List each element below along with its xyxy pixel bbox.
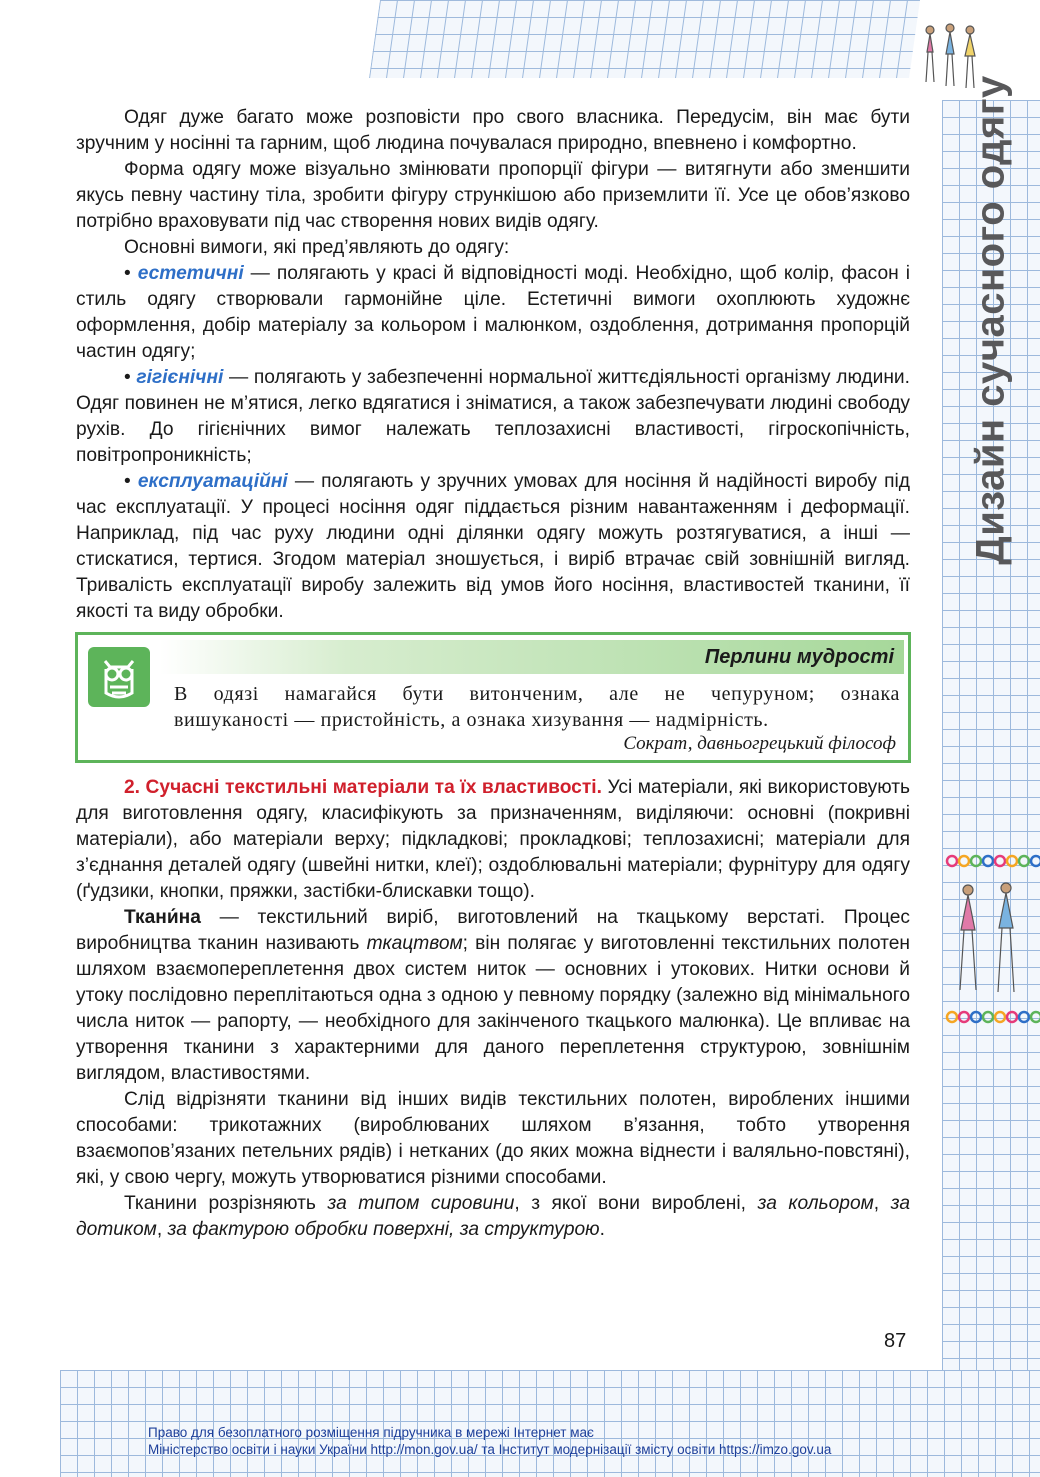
wisdom-title: Перлини мудрості [704,646,894,668]
text-span: — текстильний виріб, виготовлений на ткацькому верстаті. Процес виробництва тканин називають [76,907,910,954]
owl-icon [88,647,150,707]
term-weaving: ткацтвом [366,933,463,954]
quote-line: вишуканості — пристойність, а ознака хизування — надмірність. [174,709,769,731]
footer-line: Право для безоплатного розміщення підручника в мережі Інтернет має [148,1425,594,1440]
text-span: ; він полягає у виготовленні текстильних полотен шляхом взаємопереплетення двох систем ниток — основних і утокових. Нитки основи й утоку послідовно переплітаються одна з одною у певному порядку (залежно від мінімального числа ниток — рапорту, — необхідного для закінченого ткацького малюнка). Це впливає на утворення тканини з характерними для даного переплетення структурою, зовнішнім виглядом, властивостями. [76,933,910,1084]
term-operational: експлуатаційні [137,471,288,492]
page-number: 87 [884,1330,907,1352]
italic-span: за дотиком [76,1193,910,1240]
text-span: Тканини розрізняють [124,1193,328,1214]
beads-decoration-bottom [944,1008,1040,1026]
fashion-models-illustration [946,880,1036,1000]
wisdom-quote [174,681,900,733]
italic-span: за типом сировини [327,1193,515,1214]
term-hygienic: гігієнічні [136,367,224,388]
footer-line: Міністерство освіти і науки України http://mon.gov.ua/ та Інститут модернізації змісту освіти https://imzo.gov.ua [148,1442,832,1457]
beads-decoration [944,852,1040,870]
italic-span: за фактурою обробки поверхні, за структурою [167,1219,600,1240]
main-text-top [76,105,910,625]
wisdom-box [75,632,911,763]
quote-line: В одязі намагайся бути витонченим, але не чепуруном; ознака [174,683,900,705]
paragraph: Основні вимоги, які пред’являють до одягу: [124,237,510,258]
sidebar-title-area [942,75,1040,565]
term-fabric: Ткани́на [124,907,201,928]
wisdom-header-bar [160,640,904,674]
sidebar-title: Дизайн сучасного одягу [968,75,1013,565]
top-grid-decoration [369,0,920,78]
text-span: , [873,1193,891,1214]
footer-notice [148,1424,908,1458]
text-span: . [599,1219,605,1240]
paragraph: Слід відрізняти тканини від інших видів текстильних полотен, вироблених іншими способами: трикотажних (вироблюваних шляхом в’язання, тобто утворення взаємопов’язаних петельних рядів) і нетканих (до яких можна віднести і валяльно-повстяні), які, у свою чергу, можуть утворюватися різними способами. [76,1089,910,1188]
paragraph-fabric [76,905,910,1087]
paragraph: Одяг дуже багато може розповісти про свого власника. Передусім, він має бути зручним у носінні та гарним, щоб людина почувалася природно, впевнено і комфортно. [76,107,910,154]
italic-span: за кольором [757,1193,874,1214]
text-span: , [156,1219,168,1240]
section-heading: 2. Сучасні текстильні матеріали та їх властивості. [124,777,602,798]
paragraph: Форма одягу може візуально змінювати пропорції фігури — витягнути або зменшити якусь певну частину тіла, зробити фігуру стрункішою або приземлити її. Усе це обов’язково потрібно враховувати під час створення нових видів одягу. [76,159,910,232]
main-text-bottom [76,775,910,1243]
bullet-hygienic: • гігієнічні — полягають у забезпеченні нормальної життєдіяльності організму людини. Одяг повинен не м’ятися, легко вдягатися і зніматися, а також забезпечувати людині свободу рухів. До гігієнічних вимог належать теплозахисні властивості, гігроскопічність, повітропроникність; [76,367,910,466]
bullet-text: — полягають у зручних умовах для носіння й надійності виробу під час експлуатації. У процесі носіння одяг піддається різним навантаженням і деформації. Наприклад, під час руху людини одні ділянки одягу можуть розтягуватися, а інші — стискатися, тертися. Згодом матеріал зношується, і виріб втрачає свій зовнішній вигляд. Тривалість експлуатації виробу залежить від умов його носіння, властивостей тканини, її якості та виду обробки. [76,471,910,622]
term-aesthetic: естетичні [137,263,244,284]
text-span: , з якої вони вироблені, [514,1193,758,1214]
section-paragraph [76,775,910,905]
section-text: Усі матеріали, які використовують для виготовлення одягу, класифікують за призначенням, виділяючи: основні (покривні матеріали), або матеріали верху; підкладкові; прокладкові; теплозахисні; матеріали для з’єднання деталей одягу (швейні нитки, клеї); оздоблювальні матеріали; фурнітуру для одягу (ґудзики, кнопки, пряжки, застібки-блискавки тощо). [76,777,910,902]
bullet-text: — полягають у забезпеченні нормальної життєдіяльності організму людини. Одяг повинен не м’ятися, легко вдягатися і зніматися, а також забезпечувати людині свободу рухів. До гігієнічних вимог належать теплозахисні властивості, гігроскопічність, повітропроникність; [76,367,910,466]
paragraph-classification [76,1191,910,1243]
bullet-text: — полягають у красі й відповідності моді. Необхідно, щоб колір, фасон і стиль одягу створювали гармонійне ціле. Естетичні вимоги охоплюють художнє оформлення, добір матеріалу за кольором і малюнком, оздоблення, дотримання пропорцій частин одягу; [76,263,910,362]
bullet-aesthetic: • естетичні — полягають у красі й відповідності моді. Необхідно, щоб колір, фасон і стиль одягу створювали гармонійне ціле. Естетичні вимоги охоплюють художнє оформлення, добір матеріалу за кольором і малюнком, оздоблення, дотримання пропорцій частин одягу; [76,263,910,362]
bullet-operational: • експлуатаційні — полягають у зручних умовах для носіння й надійності виробу під час експлуатації. У процесі носіння одяг піддається різним навантаженням і деформації. Наприклад, під час руху людини одні ділянки одягу можуть розтягуватися, а інші — стискатися, тертися. Згодом матеріал зношується, і виріб втрачає свій зовнішній вигляд. Тривалість експлуатації виробу залежить від умов його носіння, властивостей тканини, її якості та виду обробки. [76,471,910,622]
wisdom-author: Сократ, давньогрецький філософ [623,733,896,754]
